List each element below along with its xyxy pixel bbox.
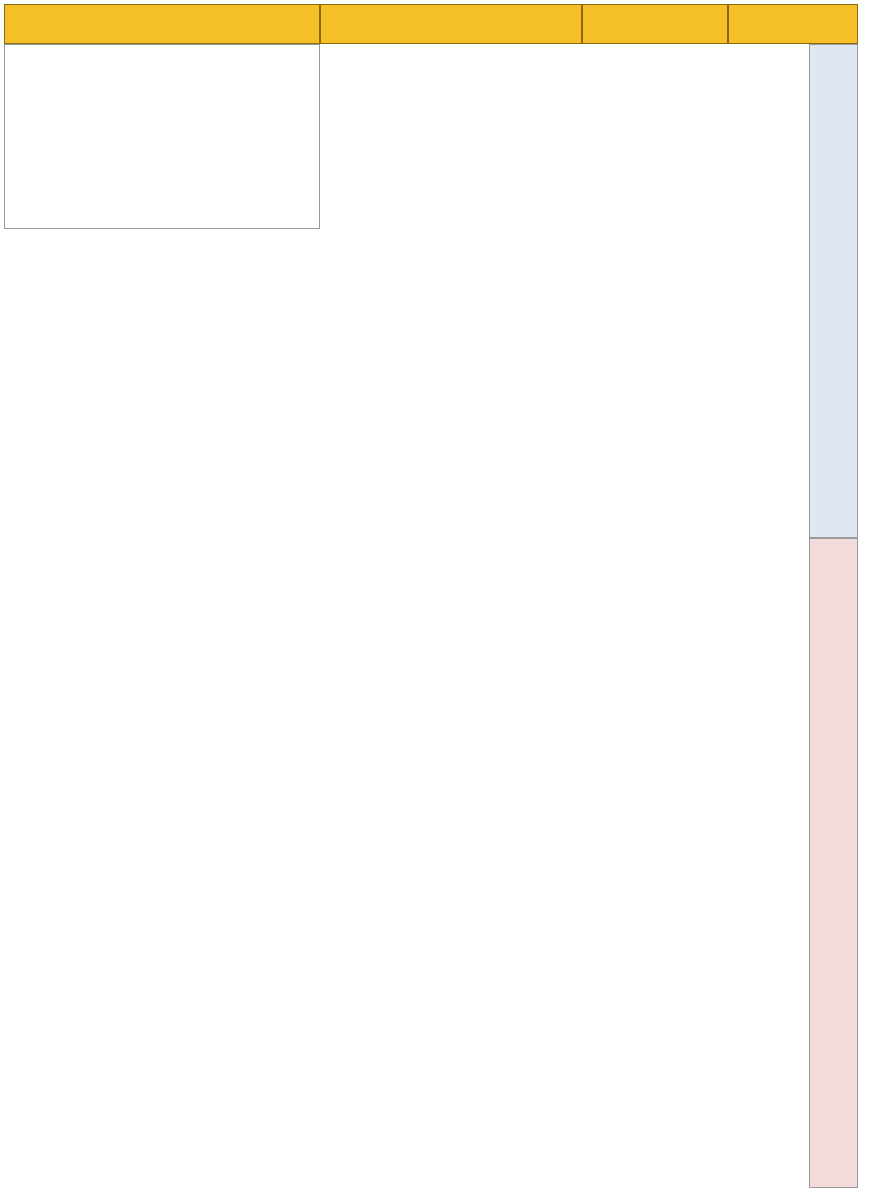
header-phases — [728, 4, 858, 44]
header-micrographs — [582, 4, 728, 44]
header-diagrams — [4, 4, 320, 44]
second-division-label — [809, 538, 858, 1188]
first-division-label — [809, 44, 858, 538]
diagram-cell — [4, 44, 320, 229]
header-observations — [320, 4, 582, 44]
diagram-illustration — [5, 45, 321, 230]
meiosis-table — [4, 4, 858, 1188]
